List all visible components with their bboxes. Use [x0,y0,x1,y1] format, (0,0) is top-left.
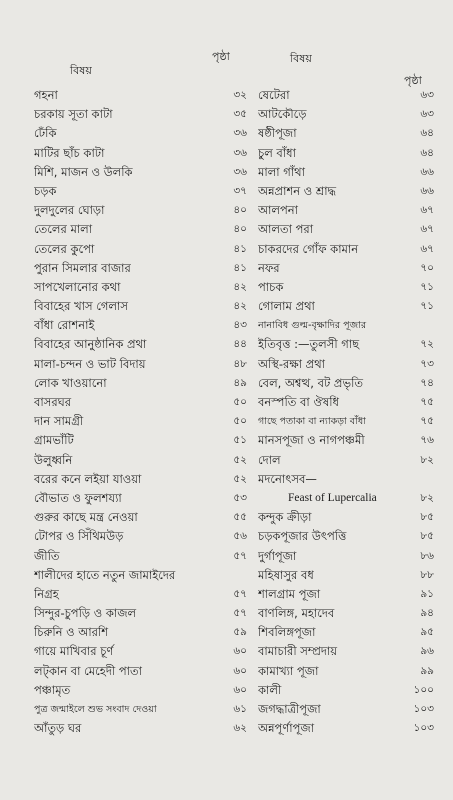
entry-page-number: ৬৬ [420,165,434,178]
entry-title: বৌভাত ও ফুলশয্যা [34,490,122,505]
toc-entry [34,124,247,143]
entry-title: অন্নপ্রাশন ও শ্রাদ্ধ [258,183,337,198]
toc-entry [34,470,247,489]
entry-title: গহনা [34,88,58,102]
toc-entry [258,124,434,143]
entry-title: দোল [258,452,281,467]
right-column [258,86,434,738]
entry-page-number: ৬৭ [420,242,434,255]
toc-entry [258,163,434,182]
entry-title: তেলের মালা [34,222,93,237]
toc-entry [258,86,434,105]
toc-entry [258,431,434,450]
entry-page-number: ৪৮ [233,357,247,370]
entry-page-number: ৫২ [233,472,247,485]
toc-entry [34,431,247,450]
entry-title: পাচক [258,279,284,294]
toc-entry [34,604,247,623]
toc-entry [258,240,434,259]
entry-page-number: ৮২ [420,453,434,466]
entry-title: পঞ্চামৃত [34,682,71,697]
entry-page-number: ৬১ [233,703,247,715]
entry-title: কালী [258,682,282,697]
toc-entry [34,662,247,681]
toc-entry [34,508,247,527]
entry-page-number: ৭১ [420,300,434,313]
toc-entry [34,86,247,105]
entry-title: চড়কপূজার উৎপত্তি [258,529,347,544]
toc-entry [34,374,247,393]
entry-page-number: ৭৩ [420,357,434,370]
entry-page-number: ৪৪ [233,338,247,351]
entry-page-number: ৫৯ [233,626,247,639]
entry-title: উলুধ্বনি [34,452,73,467]
toc-entry [258,393,434,412]
entry-page-number: ৮২ [420,491,434,504]
entry-page-number: ৮৫ [420,511,434,524]
entry-title: গায়ে মাখিবার চূর্ণ [34,644,114,659]
entry-page-number: ৪৯ [233,376,247,389]
toc-entry [258,470,434,489]
entry-title: আটকৌড়ে [258,107,307,122]
entry-title: জীতি [34,548,60,563]
entry-page-number: ৪০ [233,204,247,217]
left-column [34,86,247,738]
toc-entry [34,278,247,297]
entry-page-number: ৭৫ [420,415,434,428]
toc-entry [258,335,434,354]
toc-entry [34,144,247,163]
entry-title: শালীদের হাতে নতুন জামাইদের [34,567,176,582]
toc-entry [258,451,434,470]
entry-title: মানসপূজা ও নাগপঞ্চমী [258,433,365,448]
toc-entry [258,278,434,297]
entry-page-number: ৫৫ [233,511,247,524]
entry-page-number: ৬৩ [420,108,434,121]
entry-title: বিবাহের খাস গেলাস [34,299,128,314]
entry-page-number: ৮৫ [420,530,434,543]
entry-title: বেল, অশ্বত্থ, বট প্রভৃতি [258,375,363,390]
entry-title: বনস্পতি বা ঔষধি [258,395,339,409]
toc-entry [34,566,247,585]
entry-title: মিশি, মাজন ও উলকি [34,164,133,179]
toc-entry [34,527,247,546]
entry-page-number: ৩৫ [233,108,247,121]
entry-page-number: ৪৩ [233,319,247,332]
toc-entry [258,220,434,239]
entry-title: বামাচারী সম্প্রদায় [258,644,338,659]
toc-entry [258,374,434,393]
toc-entry [34,623,247,642]
entry-title: লোক খাওয়ানো [34,375,107,390]
entry-title: অন্নপূর্ণাপূজা [258,721,315,736]
entry-page-number: ৯৪ [420,607,434,620]
left-page-header: পৃষ্ঠা [212,50,230,63]
entry-title: আলতা পরা [258,222,314,237]
entry-title: তেলের কুপো [34,241,95,256]
entry-title: শিবলিঙ্গপূজা [258,625,316,640]
toc-entry [258,182,434,201]
entry-title: দান সামগ্রী [34,414,84,429]
entry-title: চিরুনি ও আরশি [34,625,109,640]
toc-entry [258,489,434,508]
toc-entry [258,642,434,661]
entry-page-number: ৫১ [233,434,247,447]
entry-title: নিগ্রহ [34,586,59,601]
toc-entry [34,335,247,354]
toc-entry [258,566,434,585]
entry-page-number: ৩৬ [233,146,247,159]
toc-entry [258,527,434,546]
toc-entry [258,604,434,623]
entry-title: মদনোৎসব— [258,471,317,486]
entry-page-number: ৭৫ [420,396,434,408]
toc-entry [258,412,434,431]
entry-title: চুল বাঁধা [258,145,296,160]
toc-entry [34,240,247,259]
toc-entry [258,623,434,642]
entry-title: চাকরদের গোঁফ কামান [258,241,359,256]
entry-page-number: ৭২ [420,338,434,351]
entry-title: বাঁধা রোশনাই [34,318,95,333]
toc-entry [258,259,434,278]
entry-page-number: ৫০ [233,415,247,428]
entry-title: ইতিবৃত্ত :—তুলসী গাছ [258,337,360,352]
entry-page-number: ৪২ [233,300,247,313]
entry-title: দুলদুলের ঘোড়া [34,203,105,218]
entry-page-number: ৬০ [233,683,247,696]
entry-title: ষেটেরা [258,88,290,102]
toc-entry [258,316,434,335]
toc-entry [34,316,247,335]
entry-title: বাণলিঙ্গ, মহাদেব [258,606,335,621]
entry-title: জগদ্ধাত্রীপূজা [258,702,321,716]
entry-title: কন্দুক ক্রীড়া [258,510,312,525]
toc-entry [34,681,247,700]
entry-page-number: ১০৩ [413,722,434,735]
toc-entry [258,355,434,374]
entry-page-number: ৪১ [233,242,247,255]
toc-entry [34,163,247,182]
entry-page-number: ৬৬ [420,184,434,197]
toc-entry [34,105,247,124]
entry-page-number: ৬৭ [420,204,434,217]
entry-page-number: ৭১ [420,280,434,293]
entry-page-number: ৬৩ [420,89,434,101]
entry-page-number: ৬০ [233,664,247,677]
entry-page-number: ৫৭ [233,549,247,562]
entry-title: বাসরঘর [34,395,72,409]
entry-title: মহিষাসুর বধ [258,567,314,582]
entry-title: মালা-চন্দন ও ভাট বিদায় [34,356,146,371]
entry-page-number: ৪২ [233,280,247,293]
toc-entry [258,105,434,124]
toc-entry [34,585,247,604]
toc-entry [34,451,247,470]
entry-page-number: ৫০ [233,396,247,408]
left-subject-header: বিষয় [70,64,92,77]
entry-page-number: ৩২ [233,89,247,101]
entry-page-number: ১০৩ [413,703,434,715]
entry-page-number: ৫২ [233,453,247,466]
entry-title: সাপখেলানোর কথা [34,279,121,294]
entry-page-number: ৩৭ [233,184,247,197]
entry-page-number: ৯৬ [420,645,434,658]
entry-title: নফর [258,260,280,275]
entry-title: গুরুর কাছে মন্ত্র নেওয়া [34,510,138,525]
toc-entry [34,259,247,278]
entry-page-number: ৮৮ [420,568,434,581]
toc-entry [258,144,434,163]
entry-title: দুর্গাপূজা [258,548,297,563]
entry-page-number: ৭৬ [420,434,434,447]
toc-entry [34,355,247,374]
entry-page-number: ৪০ [233,223,247,236]
entry-page-number: ৯৯ [420,664,434,677]
toc-entry [34,182,247,201]
entry-title: বরের কনে লইয়া যাওয়া [34,471,142,486]
entry-title: অস্থি-রক্ষা প্রথা [258,356,326,371]
entry-page-number: ৪১ [233,261,247,274]
right-subject-header: বিষয় [290,52,312,65]
entry-page-number: ৬৪ [420,146,434,159]
entry-title: বিবাহের আনুষ্ঠানিক প্রথা [34,337,147,352]
entry-page-number: ৬২ [233,722,247,735]
toc-entry [34,412,247,431]
entry-title: আলপনা [258,203,298,218]
toc-entry [258,201,434,220]
toc-entry [258,547,434,566]
entry-title: ঢেঁকি [34,126,57,141]
toc-entry [34,201,247,220]
toc-entry [258,297,434,316]
entry-page-number: ৬০ [233,645,247,658]
entry-title: লট্‌কান বা মেহেদী পাতা [34,663,142,678]
entry-title: কামাখ্যা পূজা [258,663,319,678]
entry-page-number: ৮৬ [420,549,434,562]
toc-entry [34,642,247,661]
toc-entry [34,547,247,566]
toc-entry [34,393,247,412]
toc-entry [34,719,247,738]
toc-entry [34,489,247,508]
entry-title: সিন্দুর-চুপড়ি ও কাজল [34,606,137,621]
entry-page-number: ৭০ [420,261,434,274]
entry-page-number: ৫৭ [233,587,247,600]
entry-title: পুরান সিমলার বাজার [34,260,131,275]
entry-title: ষষ্ঠীপূজা [258,126,297,141]
entry-title: গাছে পতাকা বা ন্যাকড়া বাঁধা [258,416,366,428]
entry-title: গ্রামভাঁটি [34,433,74,448]
entry-page-number: ৩৬ [233,165,247,178]
entry-title: চরকায় সূতা কাটা [34,107,113,122]
entry-page-number: ৭৪ [420,376,434,389]
entry-page-number: ৬৭ [420,223,434,236]
toc-entry [34,297,247,316]
entry-title: আঁতুড় ঘর [34,721,82,736]
entry-page-number: ৫৭ [233,607,247,620]
entry-title: পুত্র জন্মাইলে শুভ সংবাদ দেওয়া [34,704,157,715]
entry-title: টোপর ও সিঁথিমউড় [34,529,124,544]
entry-page-number: ৫৩ [233,491,247,504]
toc-entry [258,662,434,681]
toc-entry [258,585,434,604]
entry-page-number: ৫৬ [233,530,247,543]
entry-title: চড়ক [34,183,57,198]
entry-page-number: ৯৫ [420,626,434,639]
entry-page-number: ৬৪ [420,127,434,140]
entry-title: শালগ্রাম পূজা [258,586,321,601]
toc-entry [258,681,434,700]
entry-title: মালা গাঁথা [258,164,305,179]
entry-title: মাটির ছাঁচ কাটা [34,145,105,160]
toc-entry [34,700,247,719]
right-page-header: পৃষ্ঠা [404,74,422,87]
toc-entry [258,700,434,719]
entry-page-number: ৯১ [420,587,434,600]
toc-entry [258,719,434,738]
entry-page-number: ৩৬ [233,127,247,140]
entry-title: নানাবিধ গুল্ম-বৃক্ষাদির পূজার [258,320,367,332]
toc-entry [34,220,247,239]
toc-entry [258,508,434,527]
entry-title: Feast of Lupercalia [288,491,377,504]
entry-title: গোলাম প্রথা [258,299,315,314]
entry-page-number: ১০০ [413,683,434,696]
